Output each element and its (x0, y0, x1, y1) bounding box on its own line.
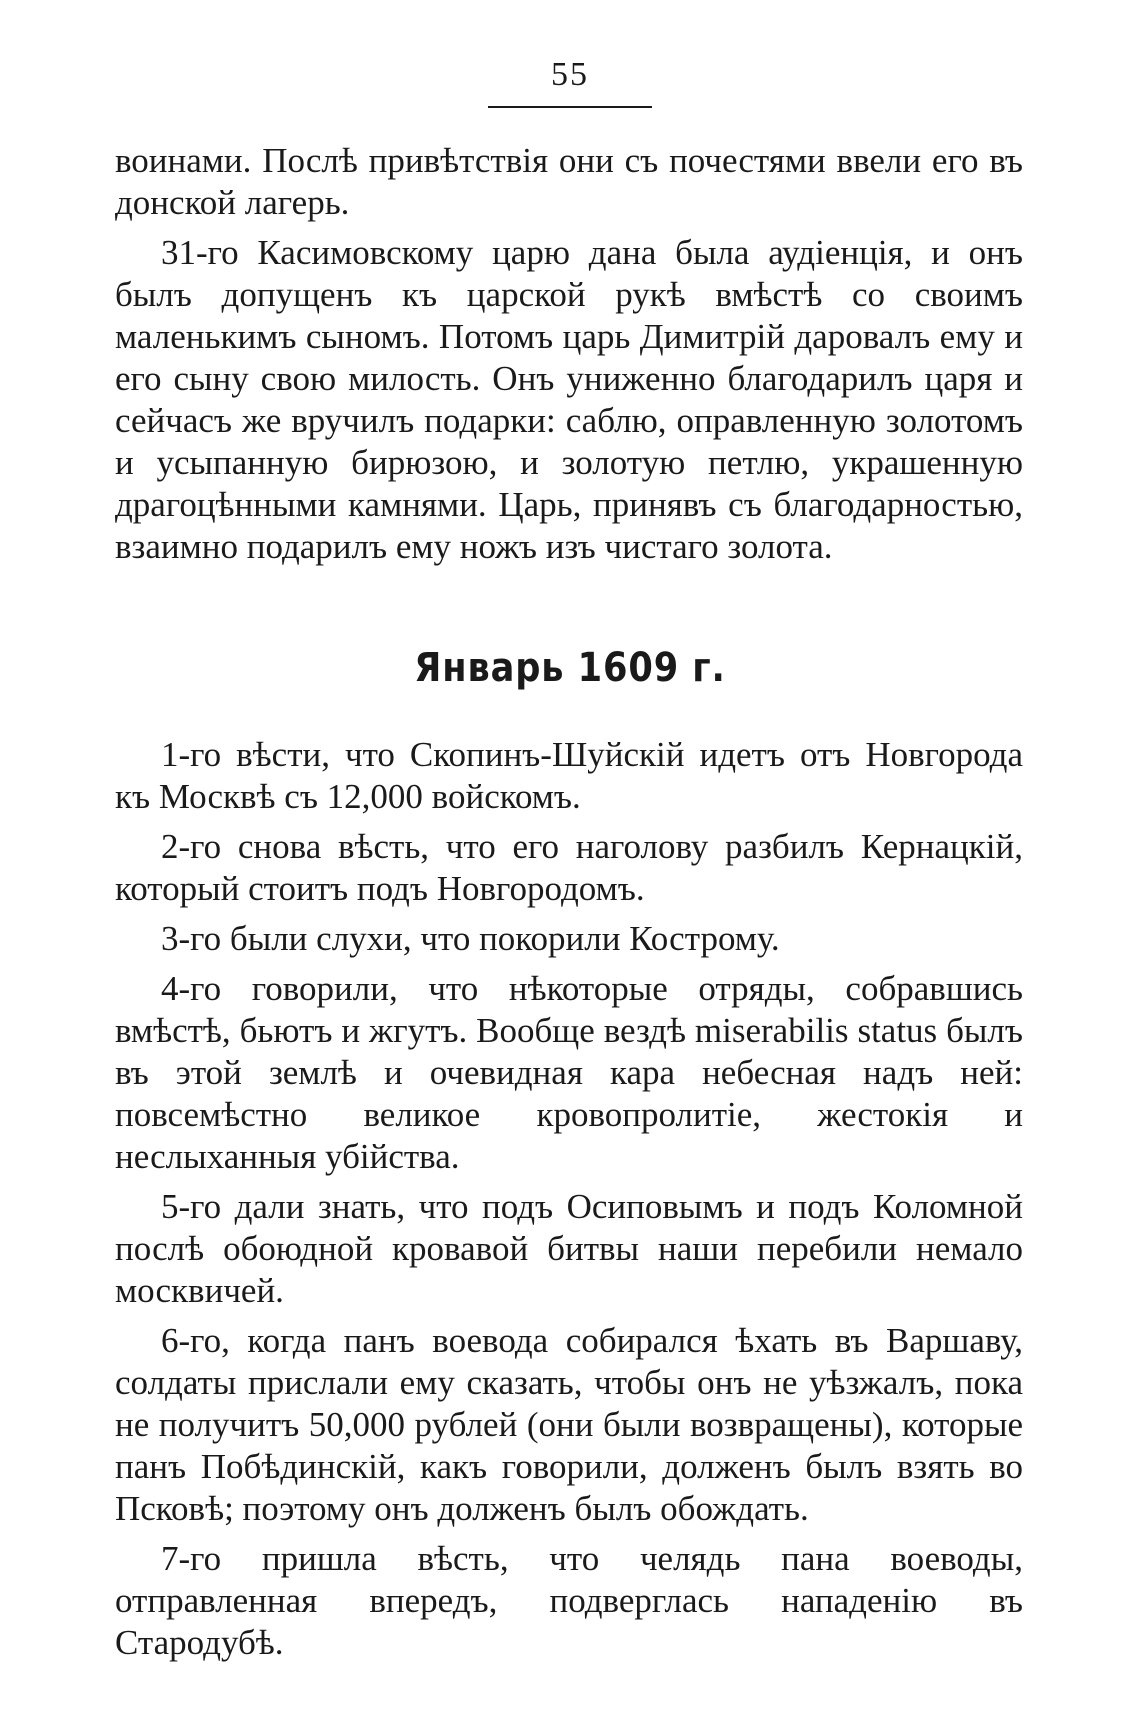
header-rule (488, 106, 652, 108)
paragraph-day-3: 3-го были слухи, что покорили Кострому. (161, 919, 780, 958)
text-block-january-1609 (115, 734, 1023, 1672)
paragraph-day-7: 7-го пришла вѣсть, что челядь пана воеводы, отправленная впередъ, подверглась нападенію въ Стародубѣ. (115, 1539, 1023, 1662)
paragraph-continuation: воинами. Послѣ привѣтствія они съ почестями ввели его въ донской лагерь. (115, 141, 1023, 222)
page-number: 55 (551, 56, 589, 93)
paragraph-day-6: 6-го, когда панъ воевода собирался ѣхать въ Варшаву, солдаты прислали ему сказать, чтобы онъ не уѣзжалъ, пока не получитъ 50,000 рублей (они были возвращены), которые панъ Побѣдинскій, какъ говорили, долженъ былъ взять во Псковѣ; поэтому онъ долженъ былъ обождать. (115, 1321, 1023, 1528)
paragraph-day-4: 4-го говорили, что нѣкоторые отряды, собравшись вмѣстѣ, бьютъ и жгутъ. Вообще вездѣ miserabilis status былъ въ этой землѣ и очевидная кара небесная надъ ней: повсемѣстно великое кровопролитіе, жестокія и неслыханныя убійства. (115, 969, 1023, 1176)
text-block-before-heading (115, 140, 1023, 576)
paragraph-day-1: 1-го вѣсти, что Скопинъ-Шуйскій идетъ отъ Новгорода къ Москвѣ съ 12,000 войскомъ. (115, 735, 1023, 816)
section-heading: Январь 1609 г. (414, 645, 726, 691)
paragraph-day-5: 5-го дали знать, что подъ Осиповымъ и подъ Коломной послѣ обоюдной кровавой битвы наши перебили немало москвичей. (115, 1187, 1023, 1310)
paragraph-31: 31-го Касимовскому царю дана была аудіенція, и онъ былъ допущенъ къ царской рукѣ вмѣстѣ со своимъ маленькимъ сыномъ. Потомъ царь Димитрій даровалъ ему и его сыну свою милость. Онъ униженно благодарилъ царя и сейчасъ же вручилъ подарки: саблю, оправленную золотомъ и усыпанную бирюзою, и золотую петлю, украшенную драгоцѣнными камнями. Царь, принявъ съ благодарностью, взаимно подарилъ ему ножъ изъ чистаго золота. (115, 233, 1023, 566)
paragraph-day-2: 2-го снова вѣсть, что его наголову разбилъ Кернацкій, который стоитъ подъ Новгородомъ. (115, 827, 1023, 908)
